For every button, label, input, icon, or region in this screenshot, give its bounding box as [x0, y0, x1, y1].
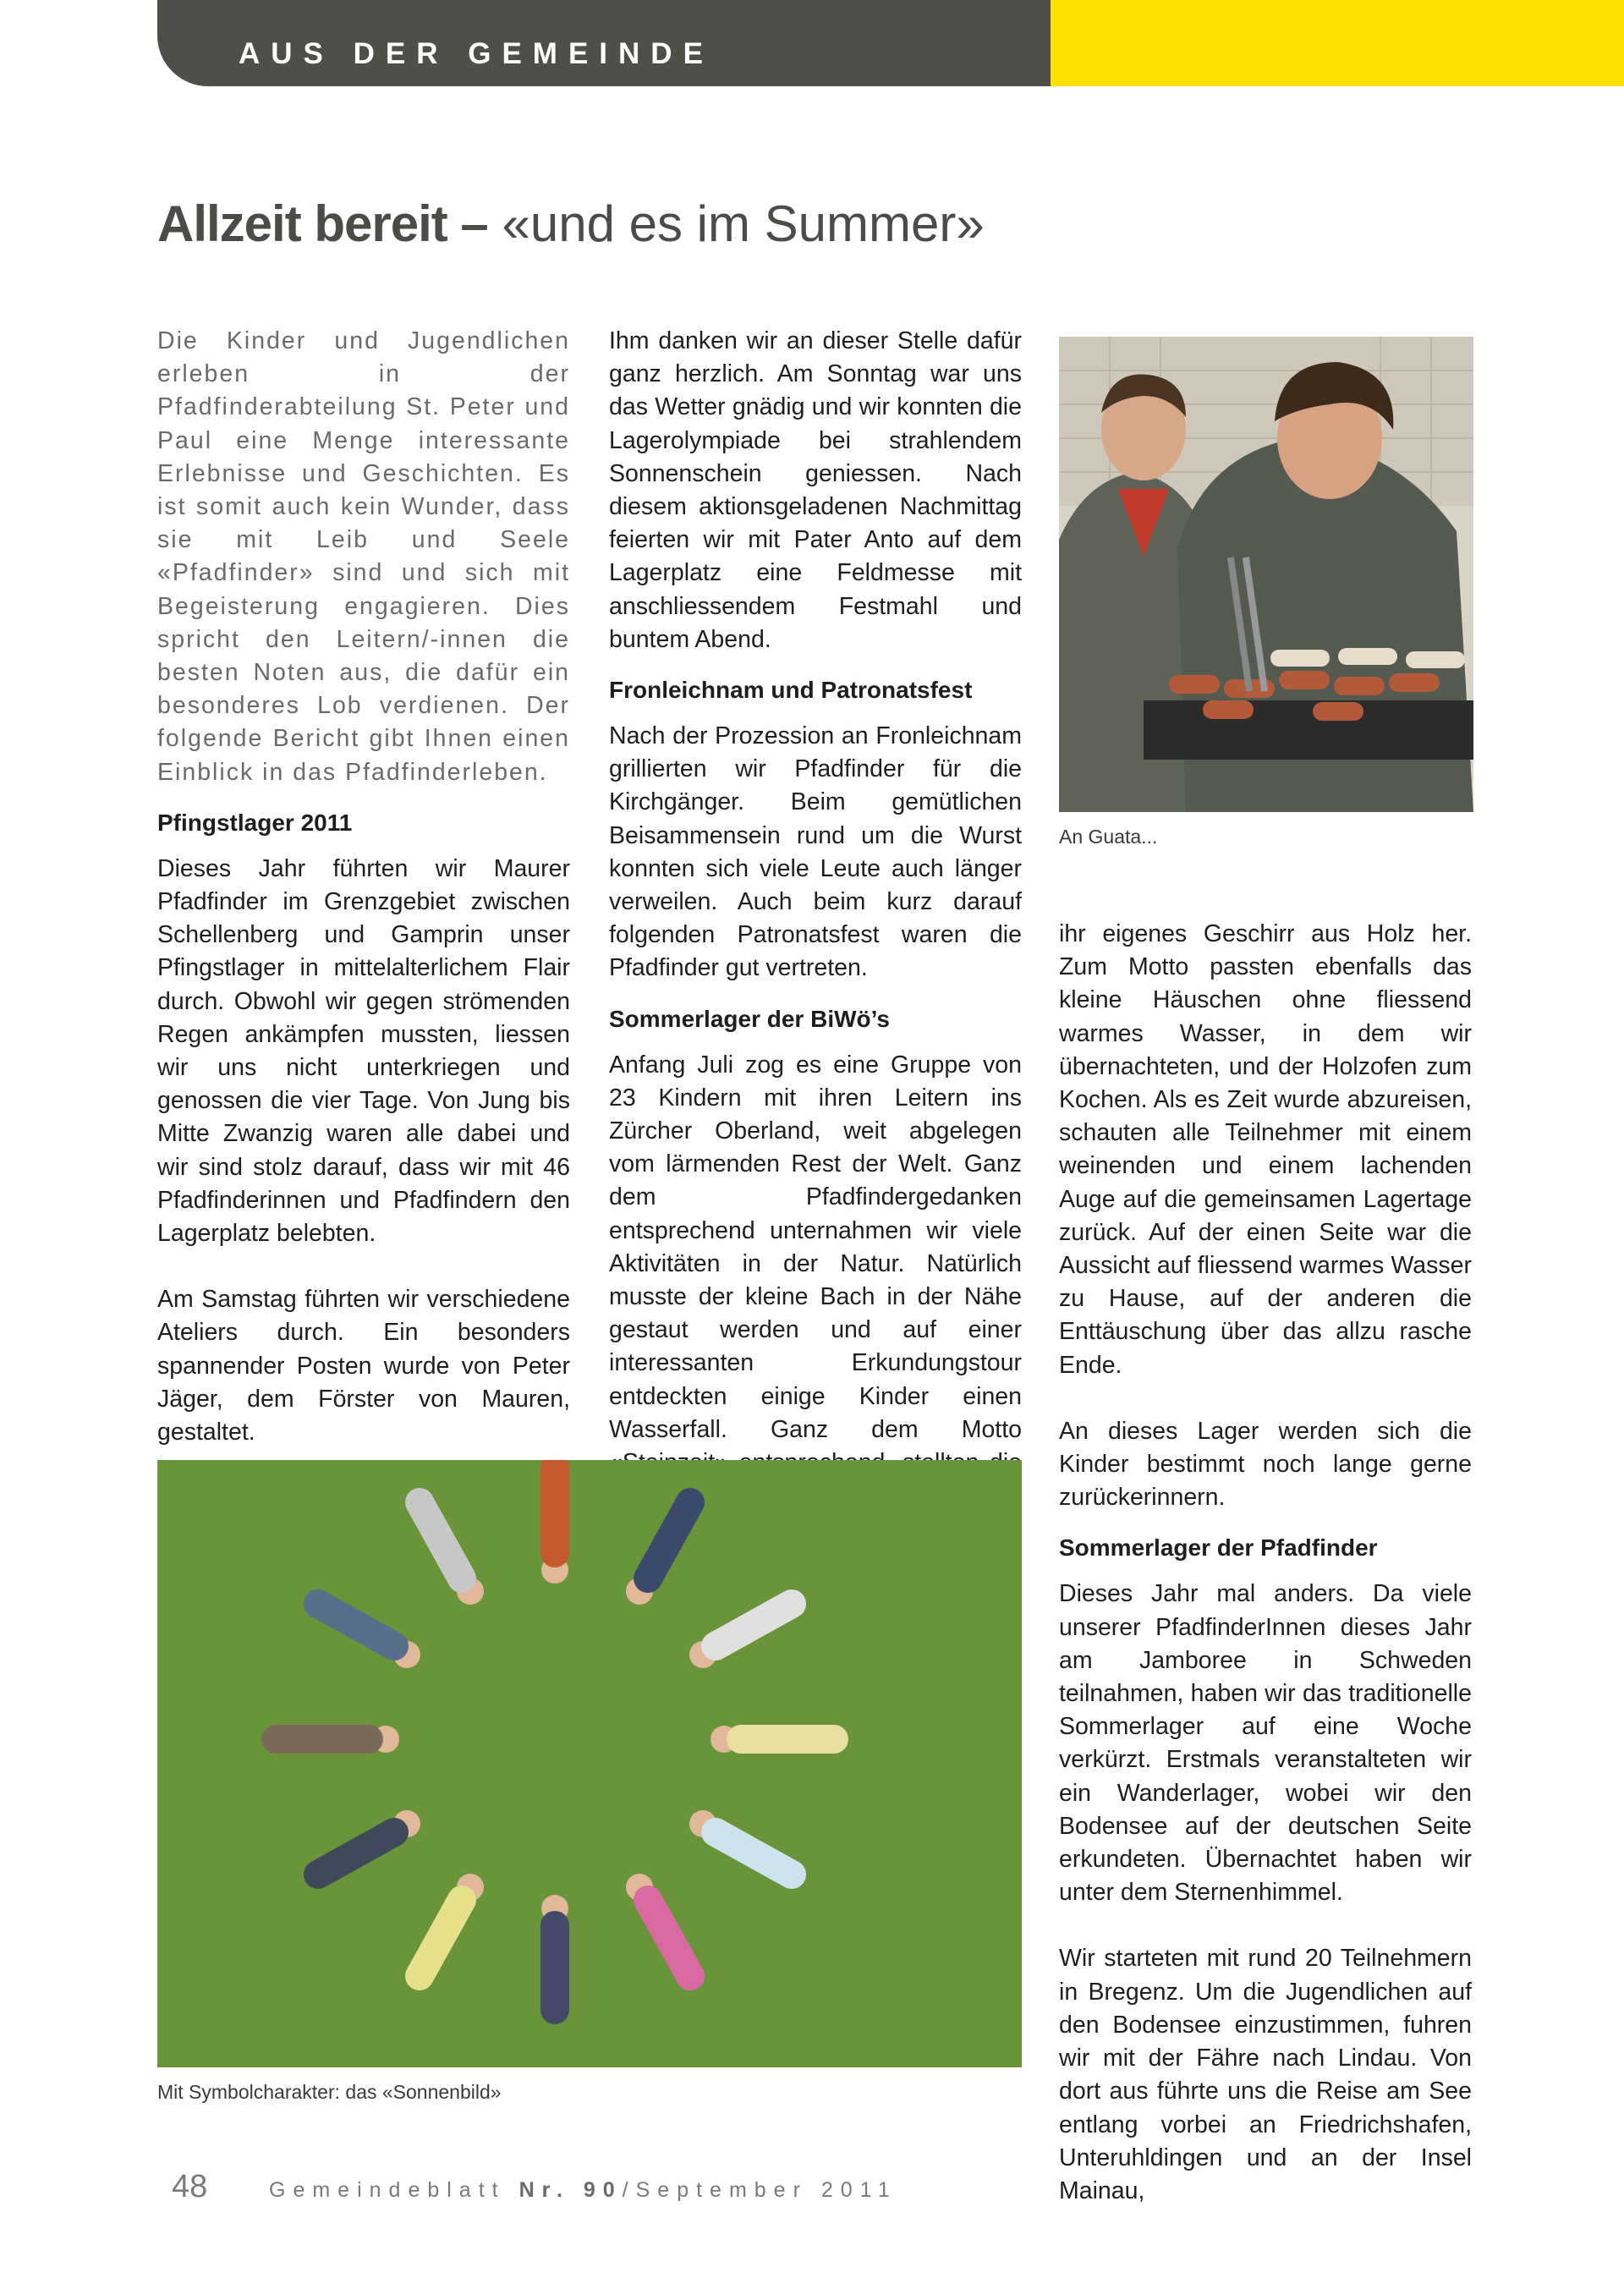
header-accent-bar	[1051, 0, 1624, 86]
paragraph: Dieses Jahr führten wir Maurer Pfadfinder im Grenzgebiet zwischen Schellenberg und Gamprin unser Pfingstlager in mittelalterlichem Flair durch. Obwohl wir gegen strömenden Regen ankämpfen mussten, liessen wir uns nicht unterkriegen und genossen die vier Tage. Von Jung bis Mitte Zwanzig waren alle dabei und wir sind stolz darauf, dass wir mit 46 Pfadfinderinnen und Pfadfindern den Lagerplatz belebten.	[157, 854, 570, 1248]
paragraph: Wir starteten mit rund 20 Teilnehmern in Bregenz. Um die Jugendlichen auf den Bodensee einzustimmen, fuhren wir mit der Fähre nach Lindau. Von dort aus führte uns die Reise am See entlang vorbei an Friedrichshafen, Unteruhldingen und an der Insel Mainau,	[1059, 1945, 1472, 2204]
column-2	[609, 325, 1022, 1513]
paragraph: Ihm danken wir an dieser Stelle dafür ganz herzlich. Am Sonntag war uns das Wetter gnädig und wir konnten die Lagerolympiade bei strahlendem Sonnenschein geniessen. Nach diesem aktionsgeladenen Nachmittag feierten wir mit Pater Anto auf dem Lagerplatz eine Feldmesse mit anschliessendem Festmahl und buntem Abend.	[609, 327, 1022, 653]
footer-publication: Gemeindeblatt Nr. 90/September 2011	[269, 2178, 897, 2202]
heading-pfingstlager: Pfingstlager 2011	[157, 809, 353, 836]
paragraph: Nach der Prozession an Fronleichnam grillierten wir Pfadfinder für die Kirchgänger. Beim gemütlichen Beisammensein rund um die Wurst konnten sich viele Leute auch länger verweilen. Auch beim kurz darauf folgenden Patronatsfest waren die Pfadfinder gut vertreten.	[609, 722, 1022, 982]
page-number: 48	[172, 2169, 208, 2204]
grill-photo-caption: An Guata...	[1059, 826, 1158, 848]
paragraph: An dieses Lager werden sich die Kinder bestimmt noch lange gerne zurückerinnern.	[1059, 1417, 1472, 1512]
article-title	[157, 196, 985, 252]
paragraph: ihr eigenes Geschirr aus Holz her. Zum Motto passten ebenfalls das kleine Häuschen ohne fliessend warmes Wasser, in dem wir übernachteten, und der Holzofen zum Kochen. Als es Zeit wurde abzureisen, schauten alle Teilnehmer mit einem weinenden und einem lachenden Auge auf die gemeinsamen Lagertage zurück. Auf der einen Seite war die Aussicht auf fliessend warmes Wasser zu Hause, auf der anderen die Enttäuschung über das allzu rasche Ende.	[1059, 920, 1472, 1379]
paragraph: Anfang Juli zog es eine Gruppe von 23 Kindern mit ihren Leitern ins Zürcher Oberland, weit abgelegen vom lärmenden Rest der Welt. Ganz dem Pfadfindergedanken entsprechend unternahmen wir viele Aktivitäten in der Natur. Natürlich musste der kleine Bach in der Nähe gestaut werden und auf einer interessanten Erkundungstour entdeckten einige Kinder einen Wasserfall. Ganz dem Motto	[609, 1051, 1022, 1443]
title-rest: «und es im Summer»	[487, 195, 985, 252]
column-1	[157, 325, 570, 1449]
heading-fronleichnam: Fronleichnam und Patronatsfest	[609, 677, 973, 704]
paragraph: Am Samstag führten wir verschiedene Ateliers durch. Ein besonders spannender Posten wurde von Peter Jäger, dem Förster von Mauren, gestaltet.	[157, 1286, 570, 1446]
paragraph: Dieses Jahr mal anders. Da viele unserer PfadfinderInnen dieses Jahr am Jamboree in Schweden teilnahmen, haben wir das traditionelle Sommerlager auf eine Woche verkürzt. Erstmals veranstalteten wir ein Wanderlager, wobei wir den Bodensee auf der deutschen Seite erkundeten. Übernachtet haben wir unter dem Sternenhimmel.	[1059, 1580, 1472, 1907]
section-label: AUS DER GEMEINDE	[239, 37, 714, 70]
circle-photo	[157, 1460, 1022, 2067]
intro-paragraph: Die Kinder und Jugendlichen erleben in der Pfadfinderabteilung St. Peter und Paul eine Menge interessante Erlebnisse und Geschichten. Es ist somit auch kein Wunder, dass sie mit Leib und Seele «Pfadfinder» sind und sich mit Begeisterung engagieren. Dies spricht den Leitern/-innen die besten Noten aus, die dafür ein besonderes Lob verdienen. Der folgende Bericht gibt Ihnen einen Einblick in das Pfadfinderleben.	[157, 327, 570, 786]
heading-pfadfinder: Sommerlager der Pfadfinder	[1059, 1534, 1378, 1562]
circle-photo-caption: Mit Symbolcharakter: das «Sonnenbild»	[157, 2081, 502, 2103]
column-3	[1059, 918, 1472, 2208]
title-bold: Allzeit bereit –	[157, 195, 488, 252]
heading-biwo: Sommerlager der BiWö’s	[609, 1005, 890, 1032]
grill-photo	[1059, 337, 1473, 812]
